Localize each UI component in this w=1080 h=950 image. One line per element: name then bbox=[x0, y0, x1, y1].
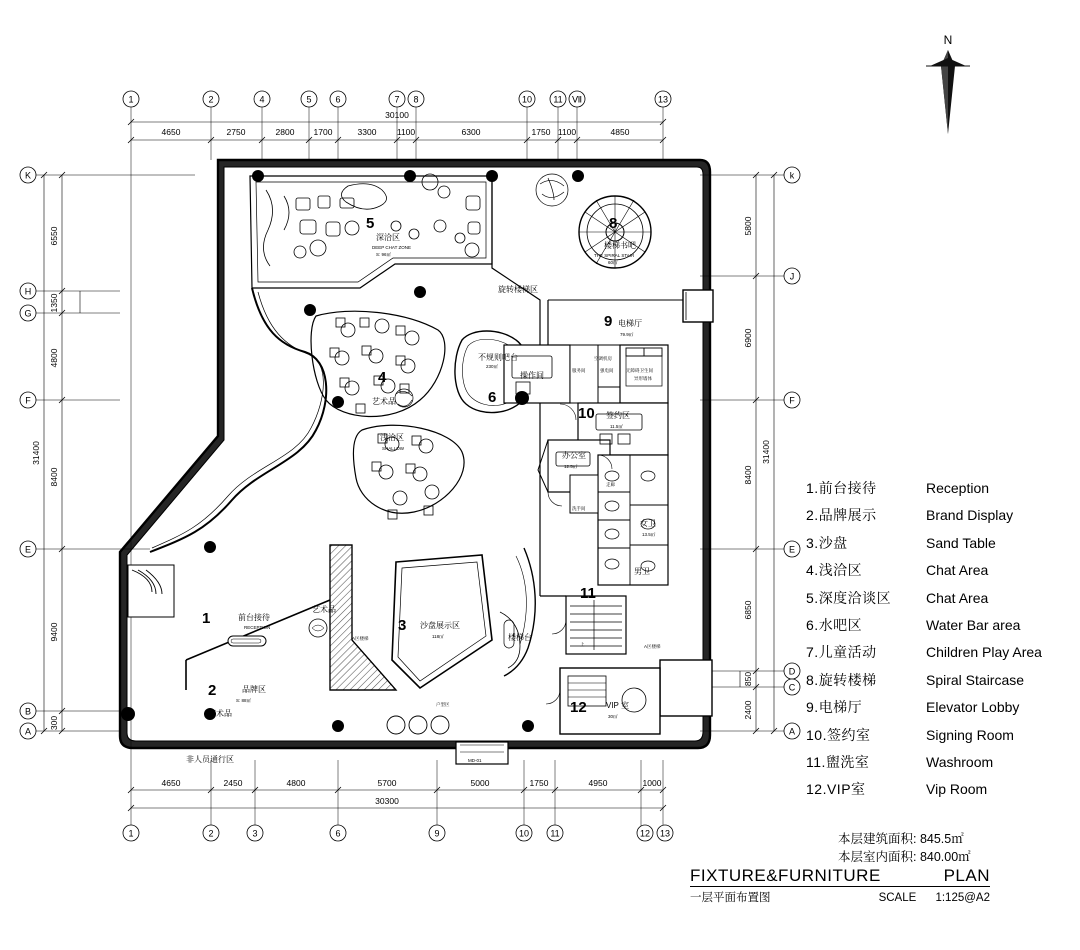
legend-number: 4. bbox=[806, 562, 819, 579]
svg-text:艺术品: 艺术品 bbox=[208, 709, 232, 718]
interior-area-note: 本层室内面积: 840.00㎡ bbox=[838, 850, 971, 864]
legend-number: 11. bbox=[806, 753, 826, 770]
svg-text:浅洽区: 浅洽区 bbox=[380, 433, 404, 442]
svg-text:k: k bbox=[789, 170, 795, 181]
svg-text:D: D bbox=[788, 666, 796, 677]
svg-text:J: J bbox=[789, 271, 795, 282]
svg-text:F: F bbox=[789, 395, 795, 406]
legend-item bbox=[806, 670, 1066, 697]
svg-text:B: B bbox=[24, 706, 32, 717]
svg-text:5: 5 bbox=[306, 94, 312, 105]
svg-text:1750: 1750 bbox=[529, 778, 549, 788]
svg-text:6: 6 bbox=[488, 389, 497, 406]
legend-number: 7. bbox=[806, 644, 819, 661]
svg-text:E: E bbox=[788, 544, 796, 555]
svg-text:10: 10 bbox=[578, 405, 595, 422]
legend-item bbox=[806, 642, 1066, 669]
svg-text:6900: 6900 bbox=[743, 328, 753, 348]
legend-label-cn: 深度洽谈区 bbox=[818, 589, 892, 606]
legend-label-en: Children Play Area bbox=[926, 644, 1042, 661]
legend-label-cn: VIP室 bbox=[826, 781, 866, 798]
svg-text:服务间: 服务间 bbox=[572, 368, 586, 373]
chat-area-4 bbox=[311, 311, 464, 519]
legend-label-cn: 旋转楼梯 bbox=[818, 671, 877, 688]
svg-text:旋转楼梯区: 旋转楼梯区 bbox=[498, 285, 538, 294]
svg-text:女卫: 女卫 bbox=[640, 519, 656, 528]
north-label: N bbox=[943, 33, 953, 47]
svg-text:6850: 6850 bbox=[743, 600, 753, 620]
svg-text:11: 11 bbox=[553, 94, 563, 105]
legend-number: 5. bbox=[806, 589, 819, 606]
svg-text:60㎡: 60㎡ bbox=[608, 260, 618, 265]
title-block bbox=[690, 866, 990, 905]
svg-text:6550: 6550 bbox=[49, 226, 59, 246]
svg-text:8400: 8400 bbox=[743, 465, 753, 485]
svg-text:8: 8 bbox=[609, 215, 618, 232]
svg-text:操作间: 操作间 bbox=[520, 371, 544, 380]
svg-text:F: F bbox=[25, 395, 31, 406]
drawing-title-cn: 一层平面布置图 bbox=[690, 892, 771, 904]
svg-text:30300: 30300 bbox=[375, 796, 399, 806]
svg-text:签约区: 签约区 bbox=[606, 411, 630, 420]
legend-label-en: Chat Area bbox=[926, 589, 989, 606]
svg-text:RECEPTION: RECEPTION bbox=[244, 625, 271, 630]
svg-text:118㎡: 118㎡ bbox=[432, 634, 444, 639]
svg-text:S: 96㎡: S: 96㎡ bbox=[376, 252, 392, 257]
svg-text:31400: 31400 bbox=[31, 441, 41, 465]
svg-text:1: 1 bbox=[128, 828, 134, 839]
svg-text:Ⅶ: Ⅶ bbox=[571, 94, 583, 105]
corridor-seating bbox=[500, 548, 535, 676]
legend-label-cn: 签约室 bbox=[826, 726, 871, 743]
svg-text:1700: 1700 bbox=[313, 127, 333, 137]
svg-text:1: 1 bbox=[202, 610, 211, 627]
svg-text:6300: 6300 bbox=[461, 127, 481, 137]
svg-text:9400: 9400 bbox=[49, 622, 59, 642]
legend-item bbox=[806, 505, 1066, 532]
legend-label-en: Chat Area bbox=[926, 562, 989, 579]
svg-text:5: 5 bbox=[366, 215, 375, 232]
svg-text:13: 13 bbox=[659, 828, 671, 839]
svg-text:12.5㎡: 12.5㎡ bbox=[564, 464, 578, 469]
svg-text:楼梯台: 楼梯台 bbox=[508, 633, 532, 642]
svg-text:5700: 5700 bbox=[377, 778, 397, 788]
svg-text:前台接待: 前台接待 bbox=[238, 613, 270, 622]
svg-text:艺术品: 艺术品 bbox=[312, 605, 336, 614]
svg-text:2450: 2450 bbox=[223, 778, 243, 788]
grid-bottom bbox=[123, 760, 673, 841]
svg-text:6: 6 bbox=[335, 94, 341, 105]
planters bbox=[387, 716, 449, 734]
svg-text:4: 4 bbox=[259, 94, 265, 105]
svg-text:办公室: 办公室 bbox=[562, 451, 586, 460]
legend-number: 3. bbox=[806, 534, 819, 551]
svg-text:沙盘展示区: 沙盘展示区 bbox=[420, 621, 460, 630]
svg-text:3: 3 bbox=[398, 617, 407, 634]
legend-item bbox=[806, 779, 1066, 806]
legend-label-en: Elevator Lobby bbox=[926, 699, 1020, 716]
svg-text:13: 13 bbox=[657, 94, 669, 105]
svg-text:79.9㎡: 79.9㎡ bbox=[620, 332, 634, 337]
legend-label-en: Washroom bbox=[926, 753, 994, 770]
legend-label-en: Vip Room bbox=[926, 781, 988, 798]
svg-text:10: 10 bbox=[521, 94, 533, 105]
svg-text:楼梯书吧: 楼梯书吧 bbox=[604, 241, 636, 250]
svg-text:DEEP CHAT ZONE: DEEP CHAT ZONE bbox=[372, 245, 412, 250]
reception-area bbox=[186, 545, 396, 690]
svg-text:VIP 室: VIP 室 bbox=[606, 701, 629, 710]
svg-text:7: 7 bbox=[394, 94, 400, 105]
svg-text:4650: 4650 bbox=[161, 778, 181, 788]
interior-walls bbox=[150, 176, 683, 734]
legend-label-cn: 前台接待 bbox=[818, 480, 877, 496]
legend-label-en: Reception bbox=[926, 480, 990, 496]
svg-text:11: 11 bbox=[550, 828, 560, 839]
legend-label-cn: 盥洗室 bbox=[825, 753, 870, 770]
svg-text:E: E bbox=[24, 544, 32, 555]
svg-text:S: 88㎡: S: 88㎡ bbox=[236, 698, 252, 703]
svg-text:2: 2 bbox=[208, 682, 217, 699]
svg-text:1100: 1100 bbox=[557, 127, 577, 137]
legend-label-cn: 电梯厅 bbox=[818, 699, 863, 716]
svg-text:1: 1 bbox=[128, 94, 134, 105]
legend-label-en: Water Bar area bbox=[926, 616, 1021, 633]
drawing-title-right: PLAN bbox=[943, 866, 990, 885]
svg-text:走廊: 走廊 bbox=[606, 482, 615, 487]
svg-text:13.5㎡: 13.5㎡ bbox=[642, 532, 656, 537]
svg-text:9: 9 bbox=[434, 828, 440, 839]
svg-text:2: 2 bbox=[208, 94, 214, 105]
svg-text:品牌区: 品牌区 bbox=[242, 685, 266, 694]
legend-label-en: Spiral Staircase bbox=[926, 671, 1025, 688]
svg-text:31400: 31400 bbox=[761, 440, 771, 464]
legend-item bbox=[806, 560, 1066, 587]
legend-label-en: Brand Display bbox=[926, 507, 1014, 524]
svg-text:电梯厅: 电梯厅 bbox=[618, 319, 642, 328]
svg-text:H: H bbox=[24, 286, 32, 297]
svg-text:11: 11 bbox=[580, 585, 596, 602]
svg-text:男卫: 男卫 bbox=[634, 567, 650, 576]
svg-text:2400: 2400 bbox=[743, 700, 753, 720]
legend-item bbox=[806, 697, 1066, 724]
svg-text:A区楼梯: A区楼梯 bbox=[644, 644, 661, 649]
grid-right bbox=[700, 167, 800, 739]
svg-text:5000: 5000 bbox=[470, 778, 490, 788]
svg-text:8400: 8400 bbox=[49, 467, 59, 487]
scale-label: SCALE bbox=[878, 892, 917, 904]
svg-text:A: A bbox=[788, 726, 796, 737]
svg-text:4950: 4950 bbox=[588, 778, 608, 788]
svg-text:4800: 4800 bbox=[286, 778, 306, 788]
svg-text:强电间: 强电间 bbox=[600, 368, 614, 373]
drawing-title-en: FIXTURE&FURNITURE bbox=[690, 866, 881, 885]
legend-label-cn: 沙盘 bbox=[818, 534, 848, 551]
svg-text:A区楼梯: A区楼梯 bbox=[352, 636, 369, 641]
svg-text:12: 12 bbox=[570, 699, 587, 716]
svg-text:10: 10 bbox=[518, 828, 530, 839]
svg-text:1350: 1350 bbox=[49, 293, 59, 313]
svg-text:300: 300 bbox=[49, 715, 59, 731]
svg-text:30㎡: 30㎡ bbox=[608, 714, 618, 719]
legend-label-cn: 浅洽区 bbox=[818, 562, 863, 579]
svg-text:K: K bbox=[24, 170, 32, 181]
svg-text:C: C bbox=[788, 682, 796, 693]
legend-number: 10. bbox=[806, 726, 827, 743]
svg-text:上: 上 bbox=[580, 642, 585, 647]
svg-text:1000: 1000 bbox=[642, 778, 662, 788]
legend-label-cn: 水吧区 bbox=[818, 616, 863, 633]
svg-text:3: 3 bbox=[252, 828, 258, 839]
svg-text:G: G bbox=[24, 308, 32, 319]
legend-number: 2. bbox=[806, 507, 819, 524]
legend-item bbox=[806, 588, 1066, 615]
svg-text:2750: 2750 bbox=[226, 127, 246, 137]
svg-text:1750: 1750 bbox=[531, 127, 551, 137]
svg-text:230㎡: 230㎡ bbox=[486, 364, 499, 369]
legend-number: 9. bbox=[806, 699, 819, 716]
legend-label-cn: 品牌展示 bbox=[818, 507, 877, 524]
svg-text:3300: 3300 bbox=[357, 127, 377, 137]
svg-text:850: 850 bbox=[743, 671, 753, 687]
title-divider bbox=[690, 886, 990, 887]
svg-text:MD-01: MD-01 bbox=[468, 758, 482, 763]
room-legend bbox=[806, 478, 1066, 807]
area-notes bbox=[838, 830, 971, 866]
svg-text:空调机房: 空调机房 bbox=[594, 356, 612, 361]
svg-text:深洽区: 深洽区 bbox=[376, 233, 400, 242]
legend-number: 12. bbox=[806, 781, 827, 798]
svg-text:SHALLOW: SHALLOW bbox=[382, 446, 405, 451]
legend-number: 8. bbox=[806, 671, 819, 688]
svg-text:2: 2 bbox=[208, 828, 214, 839]
svg-text:异形墙体: 异形墙体 bbox=[634, 376, 652, 381]
svg-text:户型区: 户型区 bbox=[436, 702, 450, 707]
svg-text:11.5㎡: 11.5㎡ bbox=[610, 424, 623, 429]
legend-label-cn: 儿童活动 bbox=[818, 644, 877, 661]
svg-text:30100: 30100 bbox=[385, 110, 409, 120]
building-area-note: 本层建筑面积: 845.5㎡ bbox=[838, 832, 964, 846]
svg-text:非人员通行区: 非人员通行区 bbox=[186, 755, 234, 764]
scale-value: 1:125@A2 bbox=[935, 892, 990, 904]
svg-text:1100: 1100 bbox=[396, 127, 416, 137]
legend-item bbox=[806, 725, 1066, 752]
legend-item bbox=[806, 615, 1066, 642]
legend-item bbox=[806, 752, 1066, 779]
svg-text:洗手间: 洗手间 bbox=[572, 506, 586, 511]
svg-text:4850: 4850 bbox=[610, 127, 630, 137]
svg-text:4650: 4650 bbox=[161, 127, 181, 137]
svg-text:4800: 4800 bbox=[49, 348, 59, 368]
legend-label-en: Sand Table bbox=[926, 534, 996, 551]
svg-text:5800: 5800 bbox=[743, 216, 753, 236]
legend-number: 6. bbox=[806, 616, 819, 633]
legend-item bbox=[806, 478, 1066, 505]
legend-label-en: Signing Room bbox=[926, 726, 1014, 743]
grid-left bbox=[20, 167, 195, 739]
legend-number: 1. bbox=[806, 480, 819, 496]
svg-text:9: 9 bbox=[604, 313, 613, 330]
svg-text:2800: 2800 bbox=[275, 127, 295, 137]
svg-text:4: 4 bbox=[378, 369, 387, 386]
svg-text:6: 6 bbox=[335, 828, 341, 839]
svg-text:不规则吧台: 不规则吧台 bbox=[478, 353, 518, 362]
svg-text:8: 8 bbox=[413, 94, 419, 105]
svg-text:艺术品: 艺术品 bbox=[372, 397, 396, 406]
compass-rose bbox=[908, 30, 988, 140]
svg-text:无障碍卫生间: 无障碍卫生间 bbox=[626, 368, 653, 373]
svg-text:12: 12 bbox=[639, 828, 651, 839]
svg-text:THE SPIRAL STAIR: THE SPIRAL STAIR bbox=[594, 253, 635, 258]
svg-text:A: A bbox=[24, 726, 32, 737]
legend-item bbox=[806, 533, 1066, 560]
